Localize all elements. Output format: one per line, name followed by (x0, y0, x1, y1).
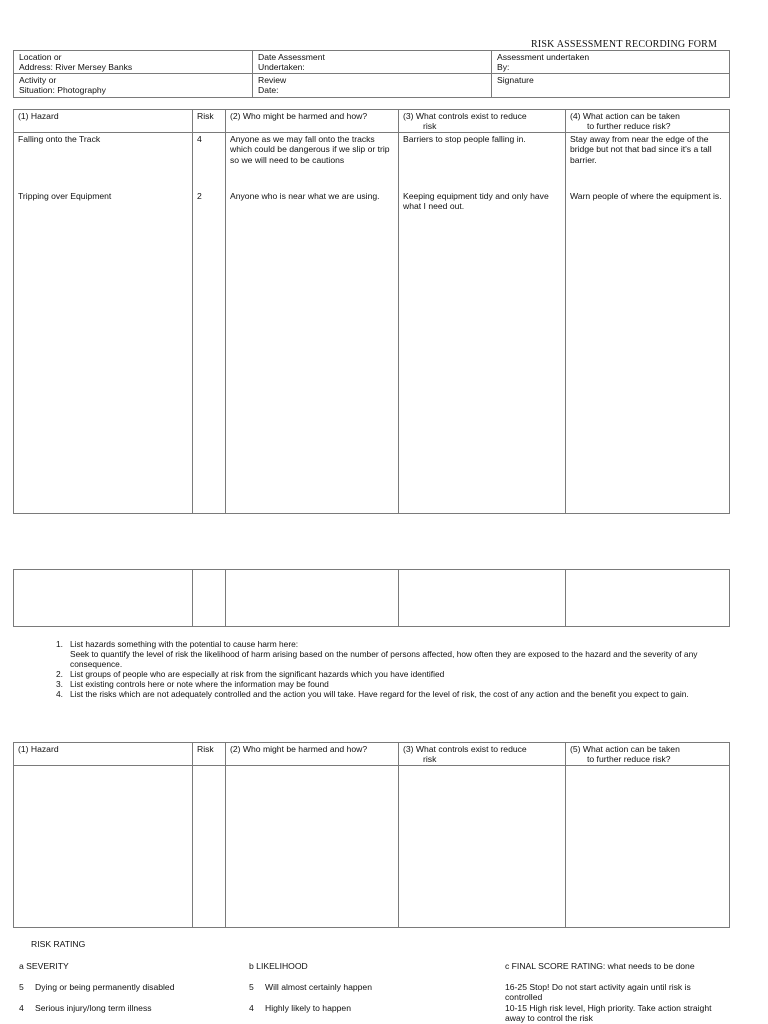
action-2: Warn people of where the equipment is. (570, 191, 722, 202)
who-1: Anyone as we may fall onto the tracks which could be dangerous if we slip or trip so we will need to be cautions (230, 134, 390, 165)
blank-cell (566, 570, 730, 627)
action-header (566, 110, 730, 133)
list-item (56, 690, 736, 700)
likelihood-text: Highly likely to happen (265, 1003, 351, 1013)
severity-text: Dying or being permanently disabled (35, 982, 175, 992)
severity-text: Serious injury/long term illness (35, 1003, 152, 1013)
list-item (56, 640, 736, 670)
final-score-title: c FINAL SCORE RATING: what needs to be done (505, 961, 695, 971)
controls-header (399, 743, 566, 766)
form-title: RISK ASSESSMENT RECORDING FORM (531, 39, 718, 50)
likelihood-score: 5 (249, 982, 254, 992)
note-line: List hazards something with the potential to cause harm here: (70, 639, 299, 649)
location-cell (14, 51, 253, 74)
action-header-line2: to further reduce risk? (587, 754, 671, 765)
assessment-label: Assessment undertaken (497, 52, 590, 62)
note-number: 3. (56, 678, 63, 689)
action-1: Stay away from near the edge of the bridge but not that bad since it's a tall barrier. (570, 134, 712, 165)
note-line: List existing controls here or note where the information may be found (70, 678, 329, 689)
hazard-cell (14, 133, 193, 514)
assessment-cell (492, 51, 730, 74)
action-header-line1: (4) What action can be taken (570, 111, 680, 121)
activity-label: Activity or (19, 75, 57, 86)
final-score-text: 16-25 Stop! Do not start activity again until risk is controlled (505, 982, 691, 1003)
blank-table (13, 569, 730, 627)
risk-2: 2 (197, 191, 202, 202)
note-line: List groups of people who are especially at risk from the significant hazards which you have identified (70, 668, 445, 679)
controls-header (399, 110, 566, 133)
blank-cell (14, 766, 193, 928)
blank-cell (226, 570, 399, 627)
risk-cell (193, 133, 226, 514)
blank-cell (193, 570, 226, 627)
risk-header: Risk (193, 110, 226, 133)
blank-cell (399, 766, 566, 928)
controls-cell (399, 133, 566, 514)
hazard-header: (1) Hazard (14, 110, 193, 133)
action-header (566, 743, 730, 766)
severity-title: a SEVERITY (19, 961, 69, 971)
likelihood-text: Will almost certainly happen (265, 982, 372, 992)
note-line: List the risks which are not adequately controlled and the action you will take. Have regard for the level of risk, the cost of any action and the benefit you expect to gain. (70, 688, 689, 699)
signature-cell (492, 74, 730, 97)
hazard-table-2 (13, 742, 730, 928)
action-header-line1: (5) What action can be taken (570, 744, 680, 754)
signature-label: Signature (497, 75, 534, 86)
situation-value: Situation: Photography (19, 85, 106, 96)
risk-1: 4 (197, 134, 202, 145)
severity-score: 4 (19, 1003, 24, 1013)
date-label: Date Assessment (258, 52, 325, 62)
hazard-header: (1) Hazard (14, 743, 193, 766)
address-value: Address: River Mersey Banks (19, 62, 133, 73)
controls-header-line2: risk (423, 121, 437, 132)
note-text (70, 640, 736, 670)
instructions-list (56, 640, 736, 699)
location-label: Location or (19, 52, 62, 62)
note-number: 4. (56, 688, 63, 699)
controls-header-line2: risk (423, 754, 437, 765)
review-date-label: Date: (258, 85, 279, 96)
hazard-table (13, 109, 730, 514)
date-cell (253, 51, 492, 74)
who-header: (2) Who might be harmed and how? (226, 110, 399, 133)
hazard-2: Tripping over Equipment (18, 191, 112, 202)
controls-2: Keeping equipment tidy and only have what I need out. (403, 191, 549, 212)
blank-cell (399, 570, 566, 627)
controls-1: Barriers to stop people falling in. (403, 134, 526, 145)
header-table (13, 50, 730, 98)
note-number: 2. (56, 668, 63, 679)
review-label: Review (258, 75, 287, 86)
blank-cell (226, 766, 399, 928)
risk-header: Risk (193, 743, 226, 766)
controls-header-line1: (3) What controls exist to reduce (403, 744, 527, 754)
table-row (14, 133, 730, 514)
blank-cell (14, 570, 193, 627)
who-2: Anyone who is near what we are using. (230, 191, 380, 202)
action-header-line2: to further reduce risk? (587, 121, 671, 132)
review-cell (253, 74, 492, 97)
who-cell (226, 133, 399, 514)
who-header: (2) Who might be harmed and how? (226, 743, 399, 766)
final-score-text: 10-15 High risk level, High priority. Take action straight away to control the risk (505, 1003, 712, 1024)
note-line: Seek to quantify the level of risk the likelihood of harm arising based on the number of persons affected, how often they are exposed to the hazard and the severity of any consequence. (70, 648, 698, 669)
likelihood-title: b LIKELIHOOD (249, 961, 308, 971)
by-label: By: (497, 62, 510, 73)
note-number: 1. (56, 639, 63, 649)
hazard-1: Falling onto the Track (18, 134, 101, 145)
activity-cell (14, 74, 253, 97)
severity-score: 5 (19, 982, 24, 992)
action-cell (566, 133, 730, 514)
likelihood-score: 4 (249, 1003, 254, 1013)
blank-cell (193, 766, 226, 928)
risk-rating-title: RISK RATING (31, 939, 86, 949)
blank-cell (566, 766, 730, 928)
undertaken-label: Undertaken: (258, 62, 305, 73)
controls-header-line1: (3) What controls exist to reduce (403, 111, 527, 121)
